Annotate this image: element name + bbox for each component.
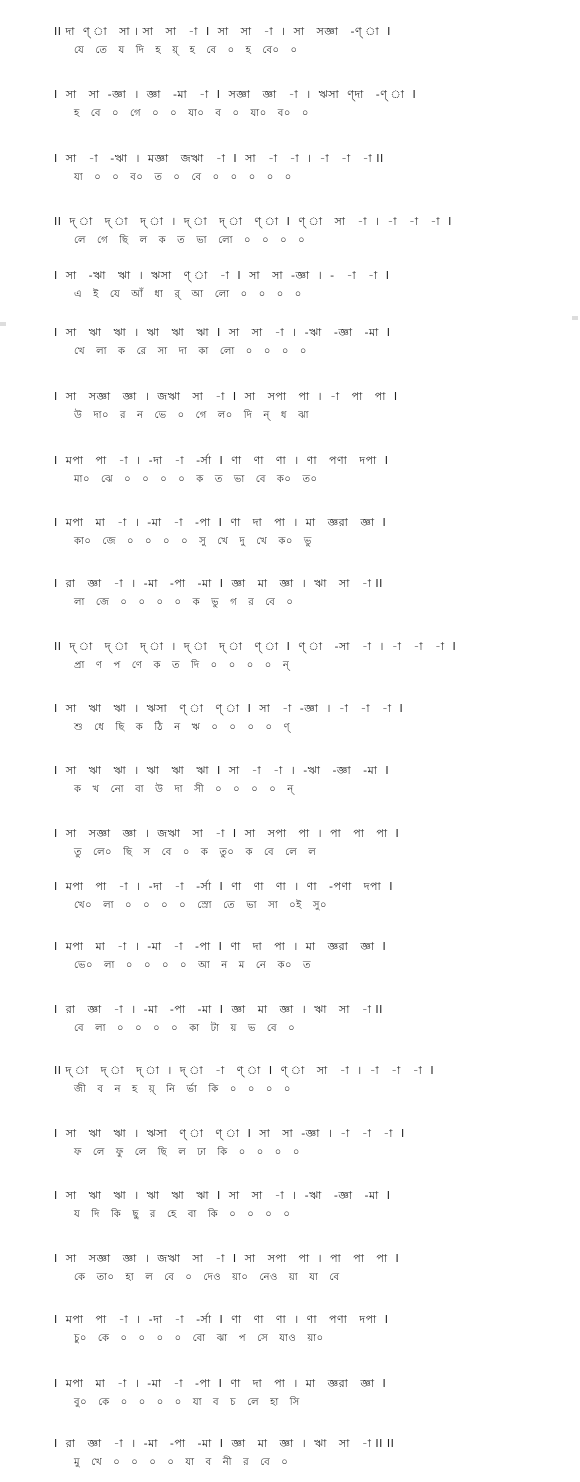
lyric-row: ফ লে ফু লে ছি ল ঢা কি ০ ০ ০ ০: [74, 1147, 300, 1158]
notation-line: [44, 940, 544, 984]
lyric-row: উ দা০ র ন ভে ০ গে ল০ দি ন্ ধ ঝা: [74, 410, 310, 421]
lyric-row: মু খে ০ ০ ০ ০ যা ব নী র বে ০: [74, 1457, 289, 1468]
notation-line: [44, 827, 544, 871]
swara-row: I রা জ্ঞা -া । -মা -পা -মা I জ্ঞা মা জ্ঞা । ঋা সা -া II: [54, 577, 383, 590]
lyric-row: জী ব ন হ য়্ নি র্ভা কি ০ ০ ০ ০: [74, 1084, 291, 1095]
swara-row: II দা ণ্ া সা । সা সা -া I সা সা -া । সা সজ্ঞা -ণ্ া I: [54, 25, 391, 38]
lyric-row: লে গে ছি ল ক ত ভা লো ০ ০ ০ ০: [74, 235, 306, 246]
lyric-row: চু০ কে ০ ০ ০ ০ বো ঝা প সে যাও য়া০: [74, 1333, 324, 1344]
lyric-row: কা০ জে ০ ০ ০ ০ সু খে দু খে ক০ ভু: [74, 536, 312, 547]
notation-line: [44, 1377, 544, 1421]
notation-line: [44, 764, 544, 808]
swara-row: I সা সজ্ঞা জ্ঞা । জঋা সা -া I সা সপা পা । পা পা পা I: [54, 827, 400, 840]
notation-line: [44, 1064, 544, 1108]
notation-line: [44, 1437, 544, 1481]
swara-row: I সা ঋা ঋা । ঋা ঋা ঋা I সা সা -া । -ঋা -জ্ঞা -মা I: [54, 1189, 391, 1202]
lyric-row: খে লা ক রে সা দা কা লো ০ ০ ০ ০: [74, 346, 307, 357]
notation-line: [44, 516, 544, 560]
notation-line: [44, 880, 544, 924]
lyric-row: হ বে ০ গে ০ ০ যা০ ব ০ যা০ ব০ ০: [74, 108, 309, 119]
swara-row: II দ্ া দ্ া দ্ া । দ্ া দ্ া ণ্ া I ণ্ া সা -া । -া -া -া I: [54, 215, 452, 228]
notation-line: [44, 88, 544, 132]
notation-line: [44, 702, 544, 746]
lyric-row: বু০ কে ০ ০ ০ ০ যা ব চ লে হা সি: [74, 1397, 300, 1408]
notation-line: [44, 152, 544, 196]
notation-line: [44, 215, 544, 259]
lyric-row: শু ধে ছি ক ঠি ন ঋ ০ ০ ০ ০ ণ্: [74, 722, 291, 733]
notation-line: [44, 269, 544, 313]
lyric-row: খে০ লা ০ ০ ০ ০ স্রো তে ভা সা ০ই সু০: [74, 900, 327, 911]
lyric-row: কে তা০ হা ল বে ০ দেও য়া০ নেও য়া যা বে: [74, 1272, 340, 1283]
notation-line: [44, 1003, 544, 1047]
notation-line: [44, 25, 544, 69]
notation-line: [44, 1127, 544, 1171]
swara-row: I মপা পা -া । -দা -া -র্সা I ণা ণা ণা । ণা পণা দপা I: [54, 454, 389, 467]
swara-row: I সা ঋা ঋা । ঋা ঋা ঋা I সা সা -া । -ঋা -জ্ঞা -মা I: [54, 326, 391, 339]
lyric-row: মা০ ঝে ০ ০ ০ ০ ক ত ভা বে ক০ ত০: [74, 474, 318, 485]
swara-row: I রা জ্ঞা -া । -মা -পা -মা I জ্ঞা মা জ্ঞা । ঋা সা -া II: [54, 1003, 383, 1016]
swara-row: I রা জ্ঞা -া । -মা -পা -মা I জ্ঞা মা জ্ঞা । ঋা সা -া II II: [54, 1437, 395, 1450]
lyric-row: য দি কি ছু র হে বা কি ০ ০ ০ ০: [74, 1209, 291, 1220]
lyric-row: তু লে০ ছি স বে ০ ক তু০ ক বে লে ল: [74, 847, 317, 858]
swara-row: I সা ঋা ঋা । ঋা ঋা ঋা I সা -া -া । -ঋা -জ্ঞা -মা I: [54, 764, 390, 777]
swara-row: I সা ঋা ঋা । ঋসা ণ্ া ণ্ া I সা -া -জ্ঞা । -া -া -া I: [54, 702, 404, 715]
lyric-row: যা ০ ০ ব০ ত ০ বে ০ ০ ০ ০ ০: [74, 172, 292, 183]
lyric-row: লা জে ০ ০ ০ ০ ক ভু গ র বে ০: [74, 597, 294, 608]
swara-row: II দ্ া দ্ া দ্ া । দ্ া দ্ া ণ্ া I ণ্ া -সা -া । -া -া -া I: [54, 640, 457, 653]
swara-row: I মপা মা -া । -মা -া -পা I ণা দা পা । মা জ্ঞরা জ্ঞা I: [54, 1377, 387, 1390]
notation-line: [44, 1189, 544, 1233]
scan-edge-mark-left: [0, 322, 6, 326]
notation-line: [44, 577, 544, 621]
swara-row: I মপা পা -া । -দা -া -র্সা I ণা ণা ণা । ণা -পণা দপা I: [54, 880, 393, 893]
notation-line: [44, 390, 544, 434]
notation-line: [44, 640, 544, 684]
lyric-row: বে লা ০ ০ ০ ০ কা টা য় ভ বে ০: [74, 1023, 296, 1034]
swara-row: I সা সজ্ঞা জ্ঞা । জঋা সা -া I সা সপা পা । পা পা পা I: [54, 1252, 400, 1265]
swara-row: I সা সা -জ্ঞা । জ্ঞা -মা -া I সজ্ঞা জ্ঞা -া । ঋসা ণ্দা -ণ্ া I: [54, 88, 417, 101]
swara-row: II দ্ া দ্ া দ্ া । দ্ া -া ণ্ া I ণ্ া সা -া । -া -া -া I: [54, 1064, 435, 1077]
swara-row: I সা সজ্ঞা জ্ঞা । জঋা সা -া I সা সপা পা । -া পা পা I: [54, 390, 398, 403]
swara-row: I সা ঋা ঋা । ঋসা ণ্ া ণ্ া I সা সা -জ্ঞা । -া -া -া I: [54, 1127, 405, 1140]
swara-row: I মপা মা -া । -মা -া -পা I ণা দা পা । মা জ্ঞরা জ্ঞা I: [54, 516, 387, 529]
notation-line: [44, 1252, 544, 1296]
notation-line: [44, 326, 544, 370]
swara-row: I মপা পা -া । -দা -া -র্সা I ণা ণা ণা । ণা পণা দপা I: [54, 1313, 389, 1326]
lyric-row: ক খ নো বা উ দা সী ০ ০ ০ ০ ন্: [74, 784, 294, 795]
swara-row: I সা -ঋা ঋা । ঋসা ণ্ া -া I সা সা -জ্ঞা । - -া -া I: [54, 269, 390, 282]
lyric-row: যে তে য দি হ য়্ হ বে ০ হ বে০ ০: [74, 45, 298, 56]
scan-edge-mark-right: [572, 316, 578, 320]
lyric-row: এ ই যে আঁ ধা র্ আ লো ০ ০ ০ ০: [74, 289, 302, 300]
lyric-row: ভে০ লা ০ ০ ০ ০ আ ন ম নে ক০ ত: [74, 960, 311, 971]
swara-row: I মপা মা -া । -মা -া -পা I ণা দা পা । মা জ্ঞরা জ্ঞা I: [54, 940, 387, 953]
swara-row: I সা -া -ঋা । মজ্ঞা জঋা -া I সা -া -া । -া -া -া II: [54, 152, 384, 165]
notation-line: [44, 454, 544, 498]
lyric-row: প্রা ণ প ণে ক ত দি ০ ০ ০ ০ ন্: [74, 660, 290, 671]
notation-line: [44, 1313, 544, 1357]
